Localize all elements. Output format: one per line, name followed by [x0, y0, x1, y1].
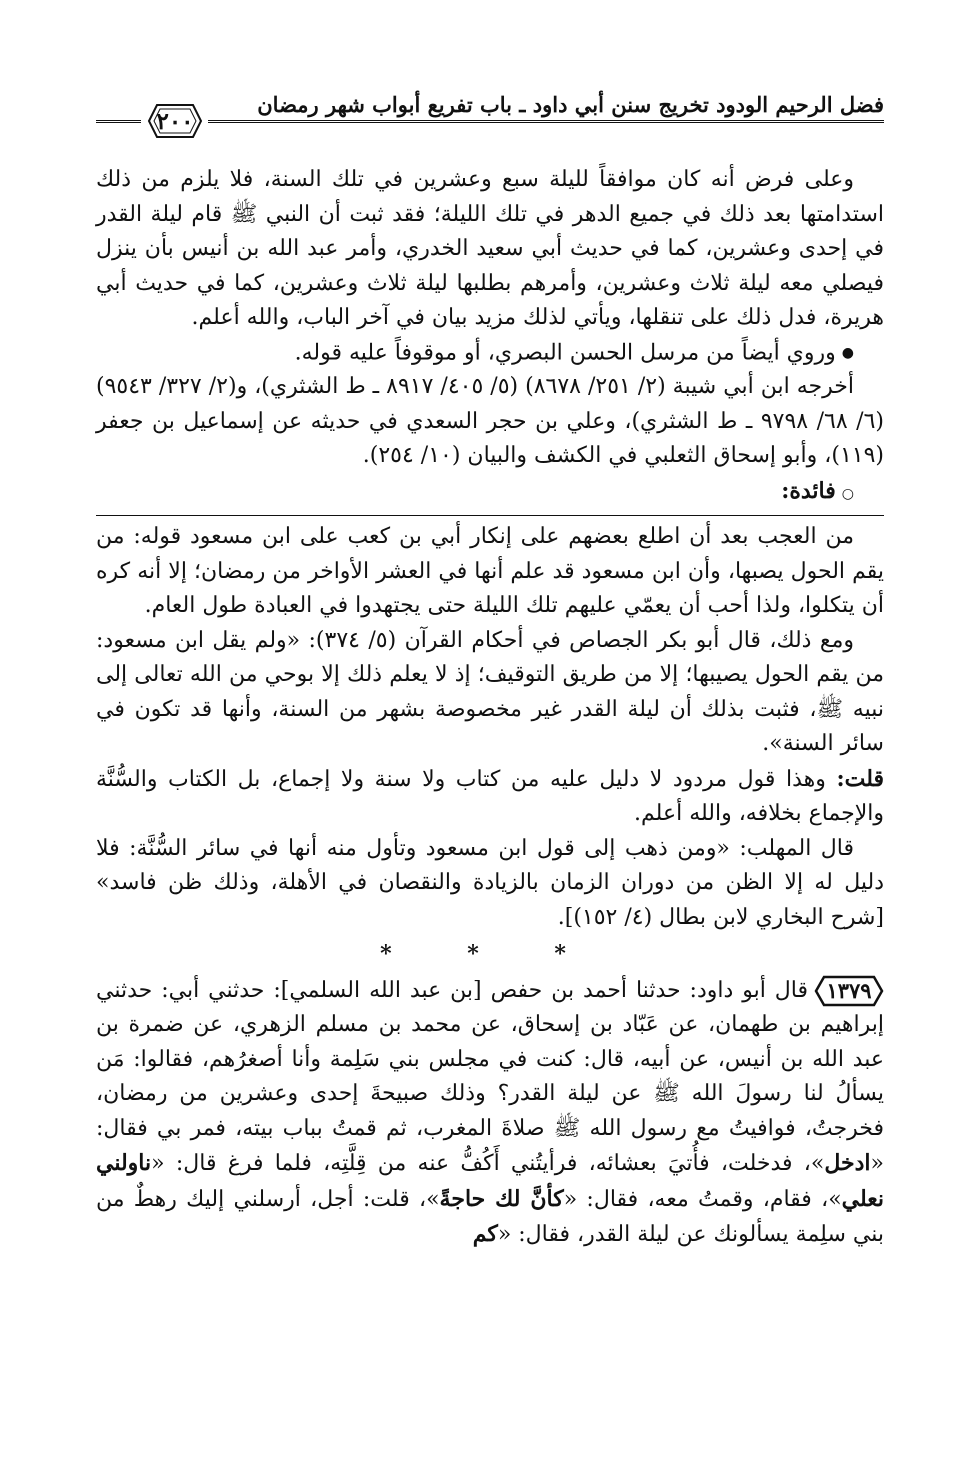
hadith-number: ١٣٧٩	[826, 977, 872, 1003]
quote-nawilni: ناولني نعلي	[96, 1150, 885, 1212]
paragraph: من العجب بعد أن اطلع بعضهم على إنكار أبي بن كعب على ابن مسعود قوله: من يقم الحول يصبها، وأن ابن مسعود قد علم أنها في العشر الأواخر من رمضان؛ إلا أنه كره أن يتكلوا، ولذا أحب أن يعمّي عليهم تلك الليلة حتى يجتهدوا في العبادة طول العام.	[96, 524, 884, 619]
section-separator: * * *	[380, 941, 600, 968]
paragraph-text: وهذا قول مردود لا دليل عليه من كتاب ولا سنة ولا إجماع، بل الكتاب والسُّنَّة والإجماع بخلافه، والله أعلم.	[96, 766, 884, 827]
running-title: فضل الرحيم الودود تخريج سنن أبي داود ـ باب تفريع أبواب شهر رمضان	[257, 92, 884, 117]
hadith-text: »، فدخلت، فأُتيَ بعشائه، فرأيتُني أَكُفُّ عنه من قِلَّتِه، فلما فرغ قال: «	[151, 1151, 825, 1177]
quote-kam: كم	[472, 1221, 498, 1248]
qultu-label: قلت:	[836, 765, 885, 792]
paragraph: وعلى فرض أنه كان موافقاً لليلة سبع وعشرين في تلك السنة، فلا يلزم من ذلك استدامتها بعد ذلك في جميع الدهر في تلك الليلة؛ فقد ثبت أن النبي ﷺ قام ليلة القدر في إحدى وعشرين، كما في حديث أبي سعيد الخدري، وأمر عبد الله بن أنيس بأن ينزل فيصلي معه ليلة ثلاث وعشرين، وأمرهم بطلبها ليلة ثلاث وعشرين، كما في حديث أبي هريرة، فدل ذلك على تنقلها، ويأتي لذلك مزيد بيان في آخر الباب، والله أعلم.	[96, 167, 884, 330]
quote-kaanna: كأنَّ لك حاجةً	[439, 1185, 564, 1212]
paragraph	[96, 762, 884, 832]
header-rule-left	[96, 120, 141, 123]
paragraph: أخرجه ابن أبي شيبة (٢/ ٢٥١/ ٨٦٧٨) (٥/ ٤٠٥/ ٨٩١٧ ـ ط الشثري)، و(٢/ ٣٢٧/ ٩٥٤٣) (٦/ ٦٨/ ٩٧٩٨ ـ ط الشثري)، وعلي بن حجر السعدي في حديثه عن إسماعيل بن جعفر (١١٩)، وأبو إسحاق الثعلبي في الكشف والبيان (١٠/ ٢٥٤).	[96, 374, 885, 469]
hadith-text: قال أبو داود: حدثنا أحمد بن حفص [بن عبد الله السلمي]: حدثني أبي: حدثني إبراهيم بن طهمان، عن عَبّاد بن إسحاق، عن محمد بن مسلم الزهري، عن ضمرة بن عبد الله بن أنيس، عن أبيه، قال: كنت في مجلس بني سَلِمة وأنا أصغرُهم، فقالوا: مَن يسألُ لنا رسولَ الله ﷺ عن ليلة القدر؟ وذلك صبيحةَ إحدى وعشرين من رمضان، فخرجتُ، فوافيتُ مع رسول الله ﷺ صلاةَ المغرب، ثم قمتُ بباب بيته، فمر بي فقال: «	[96, 977, 884, 1177]
hadith-paragraph	[96, 974, 884, 1253]
hadith-text: »، فقام، وقمتُ معه، فقال: «	[563, 1186, 842, 1212]
circle-bullet-icon: ○	[841, 485, 854, 502]
bullet-icon: ●	[841, 344, 854, 361]
paragraph: ومع ذلك، قال أبو بكر الجصاص في أحكام القرآن (٥/ ٣٧٤): «ولم يقل ابن مسعود: من يقم الحول يصيبها؛ إلا من طريق التوقيف؛ إذ لا يعلم ذلك إلا بوحي من الله تعالى إلى نبيه ﷺ، فثبت بذلك أن ليلة القدر غير مخصوصة بشهر من السنة، وأنها قد تكون في سائر السنة».	[96, 627, 884, 757]
paragraph: قال المهلب: «ومن ذهب إلى قول ابن مسعود وتأول منه أنها في سائر السُّنَّة: فلا دليل له إلا الظن من دوران الزمان بالزيادة والنقصان في الأهلة، وذلك ظن فاسد» [شرح البخاري لابن بطال (٤/ ١٥٢)].	[96, 835, 884, 930]
page-number: ٢٠٠	[156, 107, 194, 135]
page-body	[96, 163, 884, 1253]
paragraph-bullet	[96, 336, 884, 371]
header-rule	[208, 120, 884, 123]
faida-label: فائدة:	[781, 477, 836, 504]
section-heading	[96, 474, 884, 512]
quote-udkhul: ادخل	[824, 1150, 871, 1177]
page-number-badge	[141, 100, 209, 142]
page-header	[96, 92, 884, 152]
hadith-text: »، قلت: أجل، أرسلني إليك رهطٌ من بني سلِمة يسألونك عن ليلة القدر، فقال: «	[96, 1186, 884, 1248]
hadith-number-badge	[814, 975, 884, 1007]
section-divider	[96, 515, 884, 516]
paragraph-text: وروي أيضاً من مرسل الحسن البصري، أو موقوفاً عليه قوله.	[294, 339, 836, 365]
